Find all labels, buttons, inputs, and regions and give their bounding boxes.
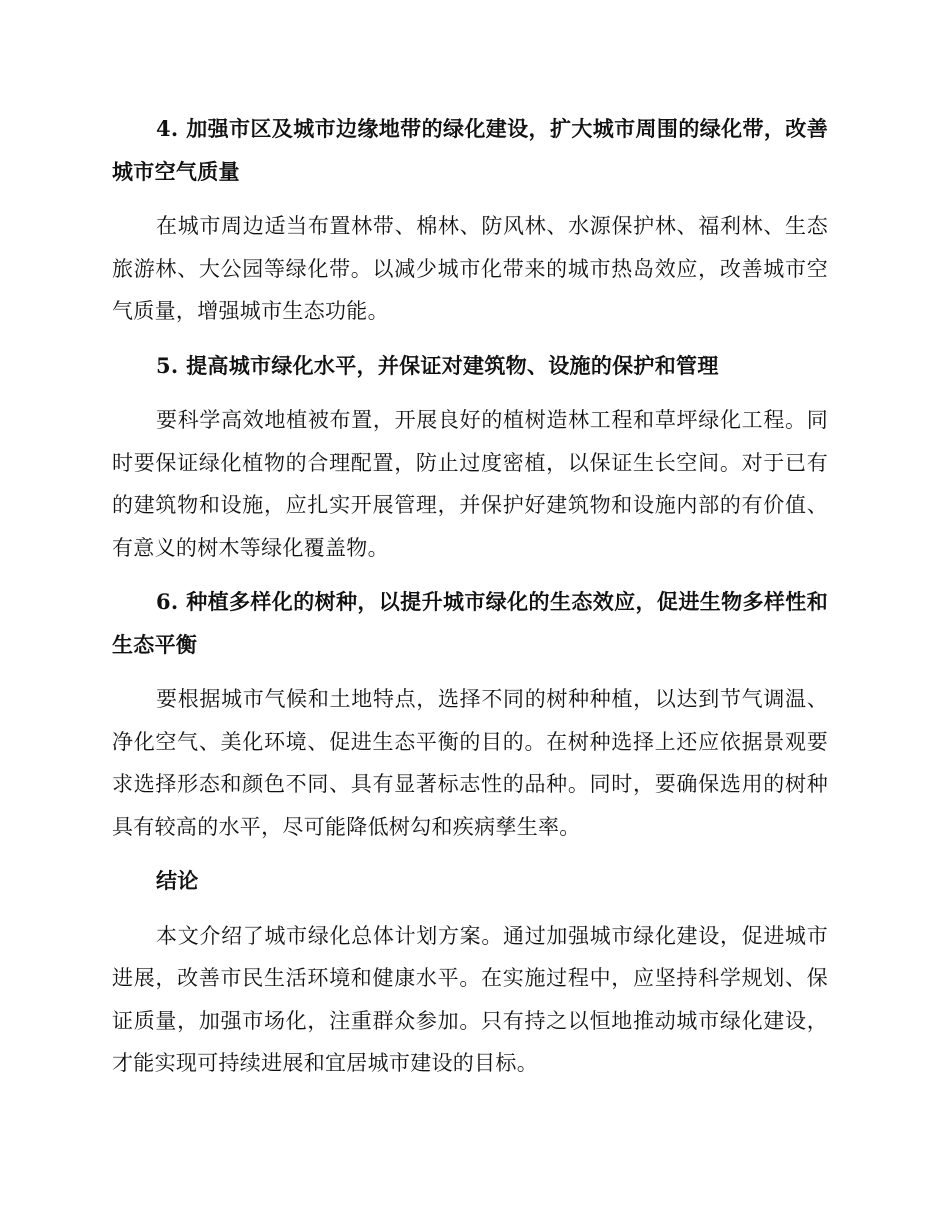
section-heading-5: 5. 提高城市绿化水平，并保证对建筑物、设施的保护和管理 [156,352,719,378]
section-body-5: 要科学高效地植被布置，开展良好的植树造林工程和草坪绿化工程。同时要保证绿化植物的合理配置，防止过度密植，以保证生长空间。对于已有的建筑物和设施，应扎实开展管理，并保护好建筑物和设施内部的有价值、有意义的树木等绿化覆盖物。 [112,408,828,560]
section-body-6: 要根据城市气候和土地特点，选择不同的树种种植，以达到节气调温、净化空气、美化环境、促进生态平衡的目的。在树种选择上还应依据景观要求选择形态和颜色不同、具有显著标志性的品种。同时，要确保选用的树种具有较高的水平，尽可能降低树勾和疾病孳生率。 [112,687,828,839]
conclusion-body: 本文介绍了城市绿化总体计划方案。通过加强城市绿化建设，促进城市进展，改善市民生活环境和健康水平。在实施过程中，应坚持科学规划、保证质量，加强市场化，注重群众参加。只有持之以恒地推动城市绿化建设，才能实现可持续进展和宜居城市建设的目标。 [112,923,828,1075]
conclusion-heading: 结论 [156,868,199,893]
section-heading-6: 6. 种植多样化的树种，以提升城市绿化的生态效应，促进生物多样性和生态平衡 [112,589,828,657]
document-page [112,108,828,1097]
section-heading-4: 4. 加强市区及城市边缘地带的绿化建设，扩大城市周围的绿化带，改善城市空气质量 [112,116,828,184]
section-body-4: 在城市周边适当布置林带、棉林、防风林、水源保护林、福利林、生态旅游林、大公园等绿化带。以减少城市化带来的城市热岛效应，改善城市空气质量，增强城市生态功能。 [112,214,828,323]
